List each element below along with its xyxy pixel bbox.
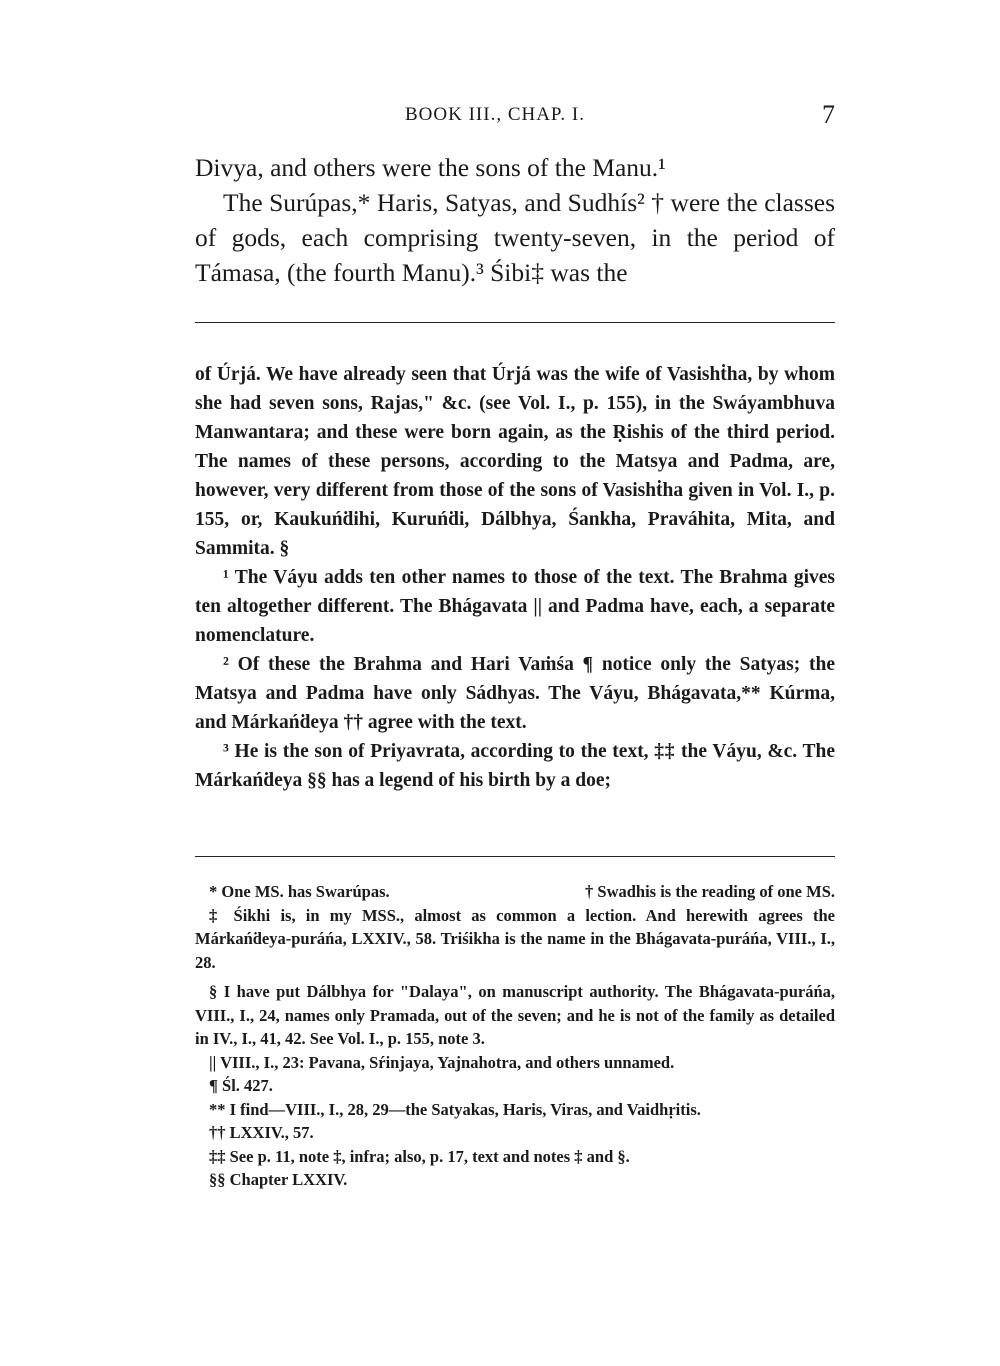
page-header	[195, 100, 835, 134]
author-notes	[195, 360, 835, 795]
running-head: BOOK III., CHAP. I.	[405, 104, 585, 125]
footnote: §§ Chapter LXXIV.	[209, 1170, 348, 1189]
footnote: ‡‡ See p. 11, note ‡, infra; also, p. 17, text and notes ‡ and §.	[209, 1146, 630, 1166]
footnotes	[195, 880, 835, 1192]
footnote: || VIII., I., 23: Pavana, Sŕinjaya, Yajnahotra, and others unnamed.	[209, 1052, 675, 1072]
footnote: ¶ Śl. 427.	[209, 1076, 273, 1095]
note-paragraph: ¹ The Váyu adds ten other names to those of the text. The Brahma gives ten altogether different. The Bhágavata || and Padma have, each, a separate nomenclature.	[195, 567, 835, 646]
main-paragraph: The Surúpas,* Haris, Satyas, and Sudhís² † were the classes of gods, each comprising twenty-seven, in the period of Támasa, (the fourth Manu).³ Śibi‡ was the	[195, 188, 835, 287]
footnote: ** I find—VIII., I., 28, 29—the Satyakas, Haris, Viras, and Vaidhṛitis.	[209, 1099, 701, 1119]
footnote: * One MS. has Swarúpas.	[209, 882, 390, 901]
note-paragraph: ³ He is the son of Priyavrata, according to the text, ‡‡ the Váyu, &c. The Márkańḋeya §§ has a legend of his birth by a doe;	[195, 741, 835, 791]
footnote: ‡ Śikhi is, in my MSS., almost as common a lection. And herewith agrees the Márkańḋeya-puráńa, LXXIV., 58. Triśikha is the name in the Bhágavata-puráńa, VIII., I., 28.	[195, 905, 835, 972]
footnote-divider	[195, 856, 835, 857]
footnote: § I have put Dálbhya for "Dalaya", on manuscript authority. The Bhágavata-puráńa, VIII., I., 24, names only Pramada, out of the seven; and he is not of the family as detailed in IV., I., 41, 42. See Vol. I., p. 155, note 3.	[195, 982, 835, 1048]
text-divider	[195, 322, 835, 323]
page-number: 7	[822, 100, 835, 129]
note-paragraph: ² Of these the Brahma and Hari Vaṁśa ¶ notice only the Satyas; the Matsya and Padma have only Sádhyas. The Váyu, Bhágavata,** Kúrma, and Márkańḋeya †† agree with the text.	[195, 654, 835, 733]
main-paragraph: Divya, and others were the sons of the Manu.¹	[195, 153, 666, 182]
footnote-row	[195, 880, 835, 904]
footnote: †† LXXIV., 57.	[209, 1123, 314, 1142]
note-paragraph: of Úrjá. We have already seen that Úrjá was the wife of Vasishṫha, by whom she had seven sons, Rajas," &c. (see Vol. I., p. 155), in the Swáyambhuva Manwantara; and these were born again, as the Ṛishis of the third period. The names of these persons, according to the Matsya and Padma, are, however, very different from those of the sons of Vasishṫha given in Vol. I., p. 155, or, Kaukuńḋihi, Kuruńḋi, Dálbhya, Śankha, Praváhita, Mita, and Sammita. §	[195, 364, 835, 559]
main-text	[195, 150, 835, 290]
footnote: † Swadhis is the reading of one MS.	[585, 882, 835, 901]
